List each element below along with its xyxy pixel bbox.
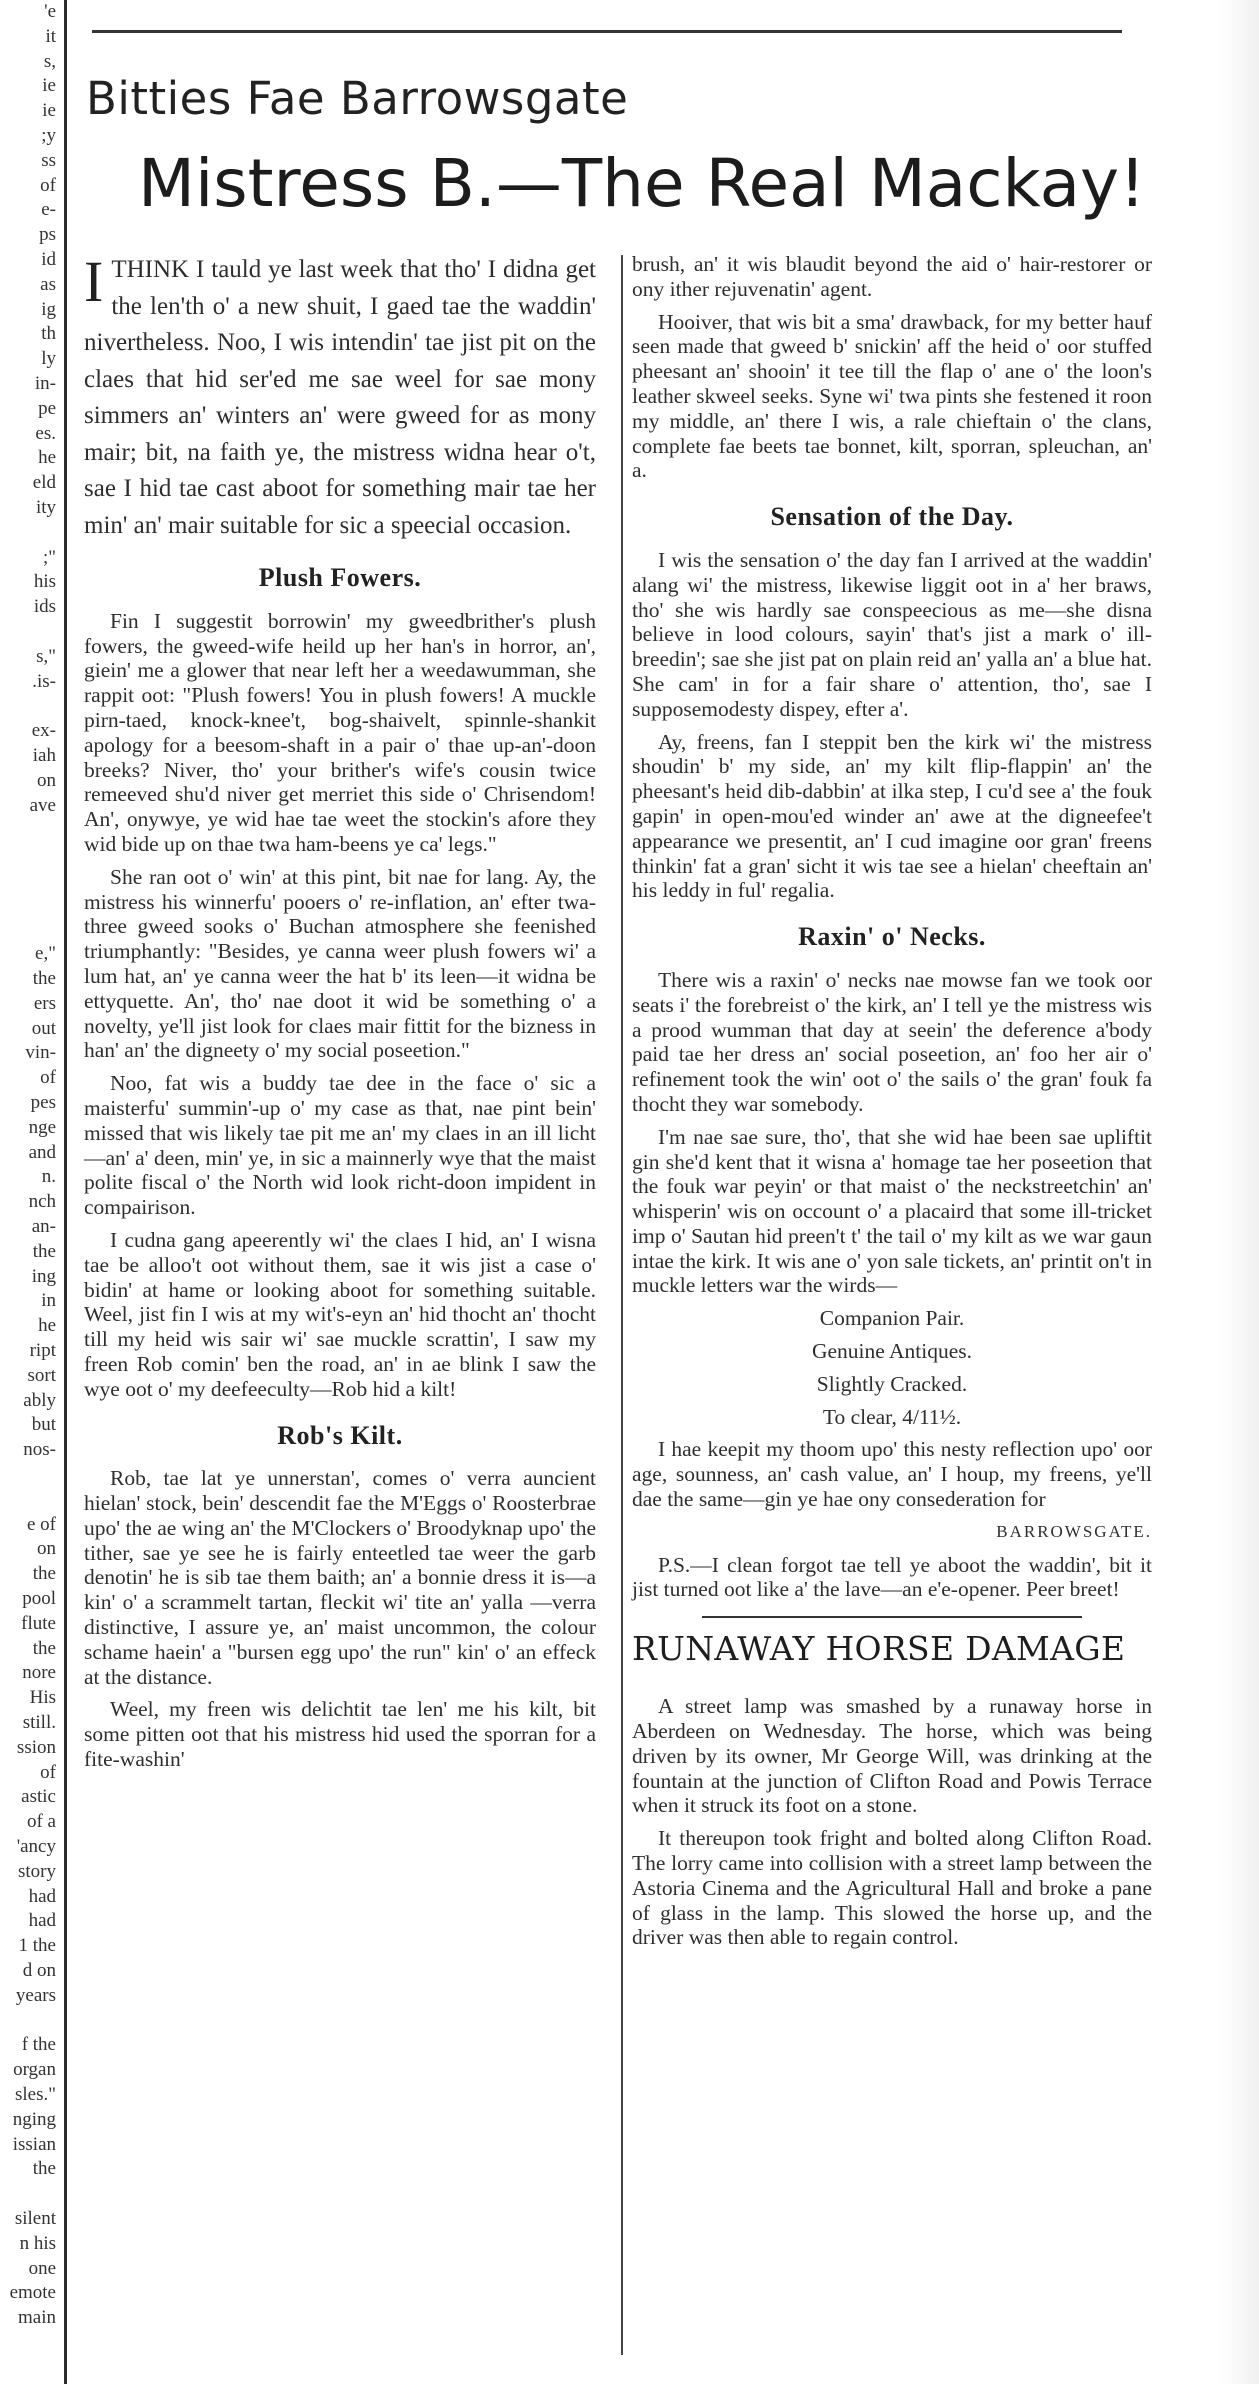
edge-fragment: nge: [28, 1116, 56, 1138]
edge-fragment: sles.": [14, 2083, 56, 2105]
edge-fragment: on: [37, 769, 56, 791]
subheading-raxin-necks: Raxin' o' Necks.: [798, 922, 986, 952]
edge-fragment: ig: [41, 298, 56, 320]
paragraph: I hae keepit my thoom upo' this nesty reflection upo' oor age, sounness, an' cash value, an' I houp, my freens, ye'll dae the same—gin ye hae ony consederation for: [632, 1437, 1152, 1512]
edge-fragment: [0, 2182, 62, 2207]
edge-fragment: an-: [31, 1216, 56, 1238]
edge-fragment: pes: [30, 1092, 56, 1114]
paragraph: Ay, freens, fan I steppit ben the kirk wi' the mistress shoudin' b' my side, an' my kilt flip-flappin' an' the pheesant's heid dib-dabbin' at ilka step, I cu'd see a' the fouk gapin' in open-mou'ed winder an' awe at the digneefee't appearance we presentit, an' I cud imagine oor gran' freens thinkin' fat a gran' sicht it wis tae see a hielan' cheeftain an' his leddy in ful' regalia.: [632, 729, 1152, 903]
edge-fragment: of: [40, 1761, 56, 1783]
sale-ticket-line: Companion Pair.: [819, 1306, 965, 1331]
page-edge-shadow: [1219, 0, 1259, 2384]
paragraph: I'm nae sae sure, tho', that she wid hae been sae upliftit gin she'd kent that it wisna a' homage tae her poseetion that the fouk war peyin' or that maist o' the neckstreetchin' an' whisperin' wis on occount o' a placaird that some ill-tricket imp o' Sautan hid preen't t' the tail o' my kilt as we war gaun intae the kirk. It wis ane o' yon sale tickets, an' printit on't in muckle letters war the wirds—: [632, 1124, 1152, 1298]
edge-fragment: es.: [35, 422, 56, 444]
edge-fragment: he: [38, 447, 56, 469]
article-column-1: [84, 249, 596, 1780]
edge-fragment: s,: [43, 50, 56, 72]
edge-fragment: id: [41, 248, 56, 270]
edge-fragment: story: [18, 1860, 56, 1882]
edge-fragment: nos-: [23, 1439, 56, 1461]
edge-fragment: the: [32, 1563, 56, 1585]
edge-fragment: n.: [41, 1166, 56, 1188]
edge-fragment: silent: [14, 2207, 56, 2229]
paragraph: brush, an' it wis blaudit beyond the aid o' hair-restorer or ony ither rejuvenatin' agent.: [632, 252, 1152, 301]
edge-fragment: His: [29, 1687, 56, 1709]
edge-fragment: years: [15, 1984, 56, 2006]
edge-fragment: issian: [12, 2133, 56, 2155]
edge-fragment: e,": [35, 943, 56, 965]
paragraph: Fin I suggestit borrowin' my gweedbrither's plush fowers, the gweed-wife heild up her han's in horror, an', giein' me a glower that near left her a weedawumman, she rappit oot: "Plush fowers! You in plush fowers! A muckle pirn-taed, knock-knee't, bog-shaivelt, spinnle-shankit apology for a beesom-shaft in a pair o' thae up-an'-doon breeks? Niver, tho' your brither's wife's cousin twice remeeved shu'd niver get merriet this side o' Chrisendom! An', onywye, ye wid hae tae weet the stockin's afore they wid bide up on thae twa ham-beens ye ca' legs.": [84, 608, 596, 856]
edge-fragment: eld: [32, 472, 56, 494]
edge-fragment: nging: [12, 2108, 56, 2130]
paragraph: There wis a raxin' o' necks nae mowse fan we took oor seats i' the forebreist o' the kirk, an' I tell ye the mistress wis a prood wumman that day at seein' the deference a'body paid tae her dress an' social poseetion, an' foo her air o' refinement took the win' oot o' the sails o' the gran' fouk fa thocht they war somebody.: [632, 967, 1152, 1116]
edge-fragment: ex-: [31, 720, 56, 742]
edge-fragment: ably: [23, 1389, 56, 1411]
edge-fragment: [0, 1488, 62, 1513]
edge-fragment: 'ancy: [16, 1835, 56, 1857]
edge-fragment: d on: [22, 1959, 56, 1981]
column-divider: [621, 255, 623, 2355]
edge-fragment: had: [28, 1885, 56, 1907]
edge-fragment: ing: [31, 1265, 56, 1287]
edge-fragment: his: [33, 571, 56, 593]
edge-fragment: nch: [28, 1191, 56, 1213]
subheading-sensation: Sensation of the Day.: [770, 502, 1014, 532]
postscript: P.S.—I clean forgot tae tell ye aboot the waddin', bit it jist turned oot like a' the lave—an e'e-opener. Peer breet!: [632, 1552, 1152, 1602]
sale-ticket-line: To clear, 4/11½.: [822, 1404, 962, 1429]
edge-fragment: on: [37, 1538, 56, 1560]
edge-fragment: ;": [42, 546, 56, 568]
paragraph: A street lamp was smashed by a runaway horse in Aberdeen on Wednesday. The horse, which was being driven by its owner, Mr George Will, was drinking at the fountain at the junction of Clifton Road and Powis Terrace when it struck its foot on a stone.: [632, 1694, 1152, 1818]
edge-fragment: [0, 2009, 62, 2034]
adjacent-column-fragments: [0, 0, 62, 2331]
lead-paragraph: [84, 249, 596, 544]
paragraph: Weel, my freen wis delichtit tae len' me his kilt, bit some pitten oot that his mistress hid used the sporran for a fite-washin': [84, 1697, 596, 1772]
paragraph: I cudna gang apeerently wi' the claes I hid, an' I wisna tae be alloo't oot without them, sae it wis jist a case o' bidin' at hame or looking aboot for something suitable. Weel, jist fin I wis at my wit's-eyn an' hid thocht an' thocht till my heid wis sair wi' sae muckle scrattin', I saw my freen Rob comin' ben the road, an' in ae blink I saw the wye oot o' my deefeeculty—Rob hid a kilt!: [84, 1227, 596, 1401]
paragraph: She ran oot o' win' at this pint, bit nae for lang. Ay, the mistress his winnerfu' pooers o' re-inflation, an' efter twa-three gweed sooks o' Buchan atmosphere she feenished triumphantly: "Besides, ye canna weer plush fowers wi' a lum hat, an' ye canna weer the hat b' its leen—it widna be ettyquette. An', tho' nae doot it wid be something o' a novelty, ye'll jist look for claes mair fittit for the bizness in han' an' the digneety o' my social poseetion.": [84, 864, 596, 1063]
edge-fragment: [0, 868, 62, 893]
edge-fragment: flute: [21, 1612, 56, 1634]
edge-fragment: 1 the: [18, 1935, 56, 1957]
edge-fragment: of: [40, 1067, 56, 1089]
drop-cap: I: [84, 249, 104, 314]
runaway-headline: RUNAWAY HORSE DAMAGE: [632, 1629, 1126, 1669]
edge-fragment: ers: [33, 992, 56, 1014]
edge-fragment: main: [18, 2307, 56, 2329]
edge-fragment: it: [45, 25, 56, 47]
edge-fragment: ript: [29, 1340, 56, 1362]
subheading-robs-kilt: Rob's Kilt.: [277, 1420, 403, 1450]
section-rule: [702, 1616, 1082, 1618]
edge-fragment: pool: [22, 1588, 56, 1609]
edge-fragment: had: [28, 1910, 56, 1932]
edge-fragment: [0, 893, 62, 918]
edge-fragment: still.: [22, 1711, 56, 1733]
paragraph: Hooiver, that wis bit a sma' drawback, for my better hauf seen made that gweed b' snickin' aff the heid o' oor stuffed pheesant an' shooin' it tee till the flap o' ane o' the loon's leather skweel seeks. Syne wi' twa pints she festened it roon my middle, an' there I wis, a rale chieftain o' the clans, complete fae beets tae bonnet, kilt, sporran, spleuchan, an' a.: [632, 309, 1152, 483]
edge-fragment: .is-: [32, 670, 56, 692]
edge-fragment: pe: [38, 397, 56, 419]
edge-fragment: vin-: [25, 1042, 56, 1064]
edge-fragment: and: [28, 1141, 56, 1163]
edge-fragment: nore: [22, 1662, 56, 1684]
edge-fragment: [0, 521, 62, 546]
edge-fragment: [0, 694, 62, 719]
edge-fragment: of a: [26, 1811, 56, 1833]
edge-fragment: [0, 843, 62, 868]
subheading-plush-fowers: Plush Fowers.: [258, 563, 422, 592]
edge-fragment: the: [32, 2158, 56, 2180]
edge-fragment: one: [28, 2257, 56, 2279]
paragraph: It thereupon took fright and bolted along Clifton Road. The lorry came into collision with a street lamp between the Astoria Cinema and the Agricultural Hall and broke a pane of glass in the lamp. This slowed the horse up, and the driver was then able to regain control.: [632, 1826, 1152, 1950]
edge-fragment: of: [40, 174, 56, 196]
edge-fragment: th: [41, 323, 56, 345]
lead-text: THINK I tauld ye last week that tho' I didna get the len'th o' a new shuit, I gaed tae the waddin' nivertheless. Noo, I wis intendin' tae jist pit on the claes that hid ser'ed me sae weel for sae mony simmers an' winters an' were gweed for as mony mair; bit, na faith ye, the mistress widna hear o't, sae I hid tae cast aboot for something mair tae her min' an' mair suitable for sic a speecial occasion.: [84, 256, 596, 539]
edge-fragment: the: [32, 1637, 56, 1659]
edge-fragment: he: [38, 1315, 56, 1337]
edge-fragment: organ: [13, 2059, 56, 2081]
article-headline: Mistress B.—The Real Mackay!: [138, 145, 1146, 222]
edge-fragment: e-: [41, 199, 56, 221]
edge-fragment: ss: [41, 149, 56, 171]
edge-fragment: as: [40, 273, 56, 295]
paragraph: Rob, tae lat ye unnerstan', comes o' verra auncient hielan' stock, bein' descendit fae the M'Eggs o' Roosterbrae upo' the ae wing an' the M'Clockers o' Broodyknap upo' the tither, sae ye see he is fairly enteetled tae weer the garb denotin' he is sib tae them baith; an' a bonnie dress it is—a kin' o' a scrammelt tartan, fleckit wi' tite an' yalla —verra distinctive, I assure ye, an' maist uncommon, the colour schame haein' a "bursen egg upo' the run" kin' o' an effeck at the distance.: [84, 1466, 596, 1689]
edge-fragment: ave: [29, 794, 56, 816]
edge-fragment: s,": [36, 645, 56, 667]
edge-fragment: ly: [41, 348, 56, 370]
edge-fragment: 'e: [44, 1, 56, 22]
edge-fragment: [0, 1463, 62, 1488]
edge-fragment: ssion: [16, 1736, 56, 1758]
edge-fragment: [0, 620, 62, 645]
paragraph: Noo, fat wis a buddy tae dee in the face o' sic a maisterfu' summin'-up o' my case as that, nae pint bein' missed that wis likely tae pit me an' my claes in an ill licht—an' a' deen, min' ye, in sic a mainnerly wye that the maist polite fiscal o' the North wid look richt-doon impident in compairison.: [84, 1071, 596, 1220]
edge-fragment: in-: [34, 372, 56, 394]
edge-fragment: iah: [32, 744, 56, 766]
edge-fragment: out: [31, 1017, 56, 1039]
paragraph: I wis the sensation o' the day fan I arrived at the waddin' alang wi' the mistress, likewise liggit oot in a' her braws, tho' she wis hardly sae conspeecious as me—she disna believe in lood colours, sayin' that's jist a mark o' ill-breedin'; sae she jist pat on plain reid an' yalla an' a blue hat. She cam' in for a fair share o' attention, tho', sae I supposemodesty dispey, efter a'.: [632, 547, 1152, 721]
edge-fragment: sort: [27, 1364, 56, 1386]
edge-fragment: emote: [9, 2282, 56, 2304]
edge-fragment: ids: [33, 596, 56, 618]
edge-fragment: ps: [39, 224, 56, 246]
article-column-2: [632, 252, 1152, 1958]
edge-fragment: the: [32, 968, 56, 990]
edge-fragment: [0, 917, 62, 942]
edge-fragment: the: [32, 1240, 56, 1262]
sale-ticket-line: Genuine Antiques.: [811, 1339, 973, 1364]
edge-fragment: [0, 818, 62, 843]
edge-fragment: in: [41, 1290, 56, 1312]
edge-fragment: ity: [35, 496, 56, 518]
kicker-title: Bitties Fae Barrowsgate: [86, 72, 629, 125]
edge-fragment: e of: [26, 1513, 56, 1535]
left-column-rule: [64, 0, 67, 2384]
top-rule: [92, 30, 1122, 33]
edge-fragment: n his: [19, 2232, 56, 2254]
edge-fragment: ie: [42, 100, 56, 122]
edge-fragment: ie: [42, 75, 56, 97]
edge-fragment: astic: [21, 1786, 56, 1808]
author-signature: BARROWSGATE.: [996, 1521, 1152, 1541]
edge-fragment: but: [31, 1414, 56, 1436]
sale-ticket-line: Slightly Cracked.: [816, 1371, 968, 1396]
edge-fragment: ;y: [41, 124, 56, 146]
edge-fragment: f the: [21, 2034, 56, 2056]
